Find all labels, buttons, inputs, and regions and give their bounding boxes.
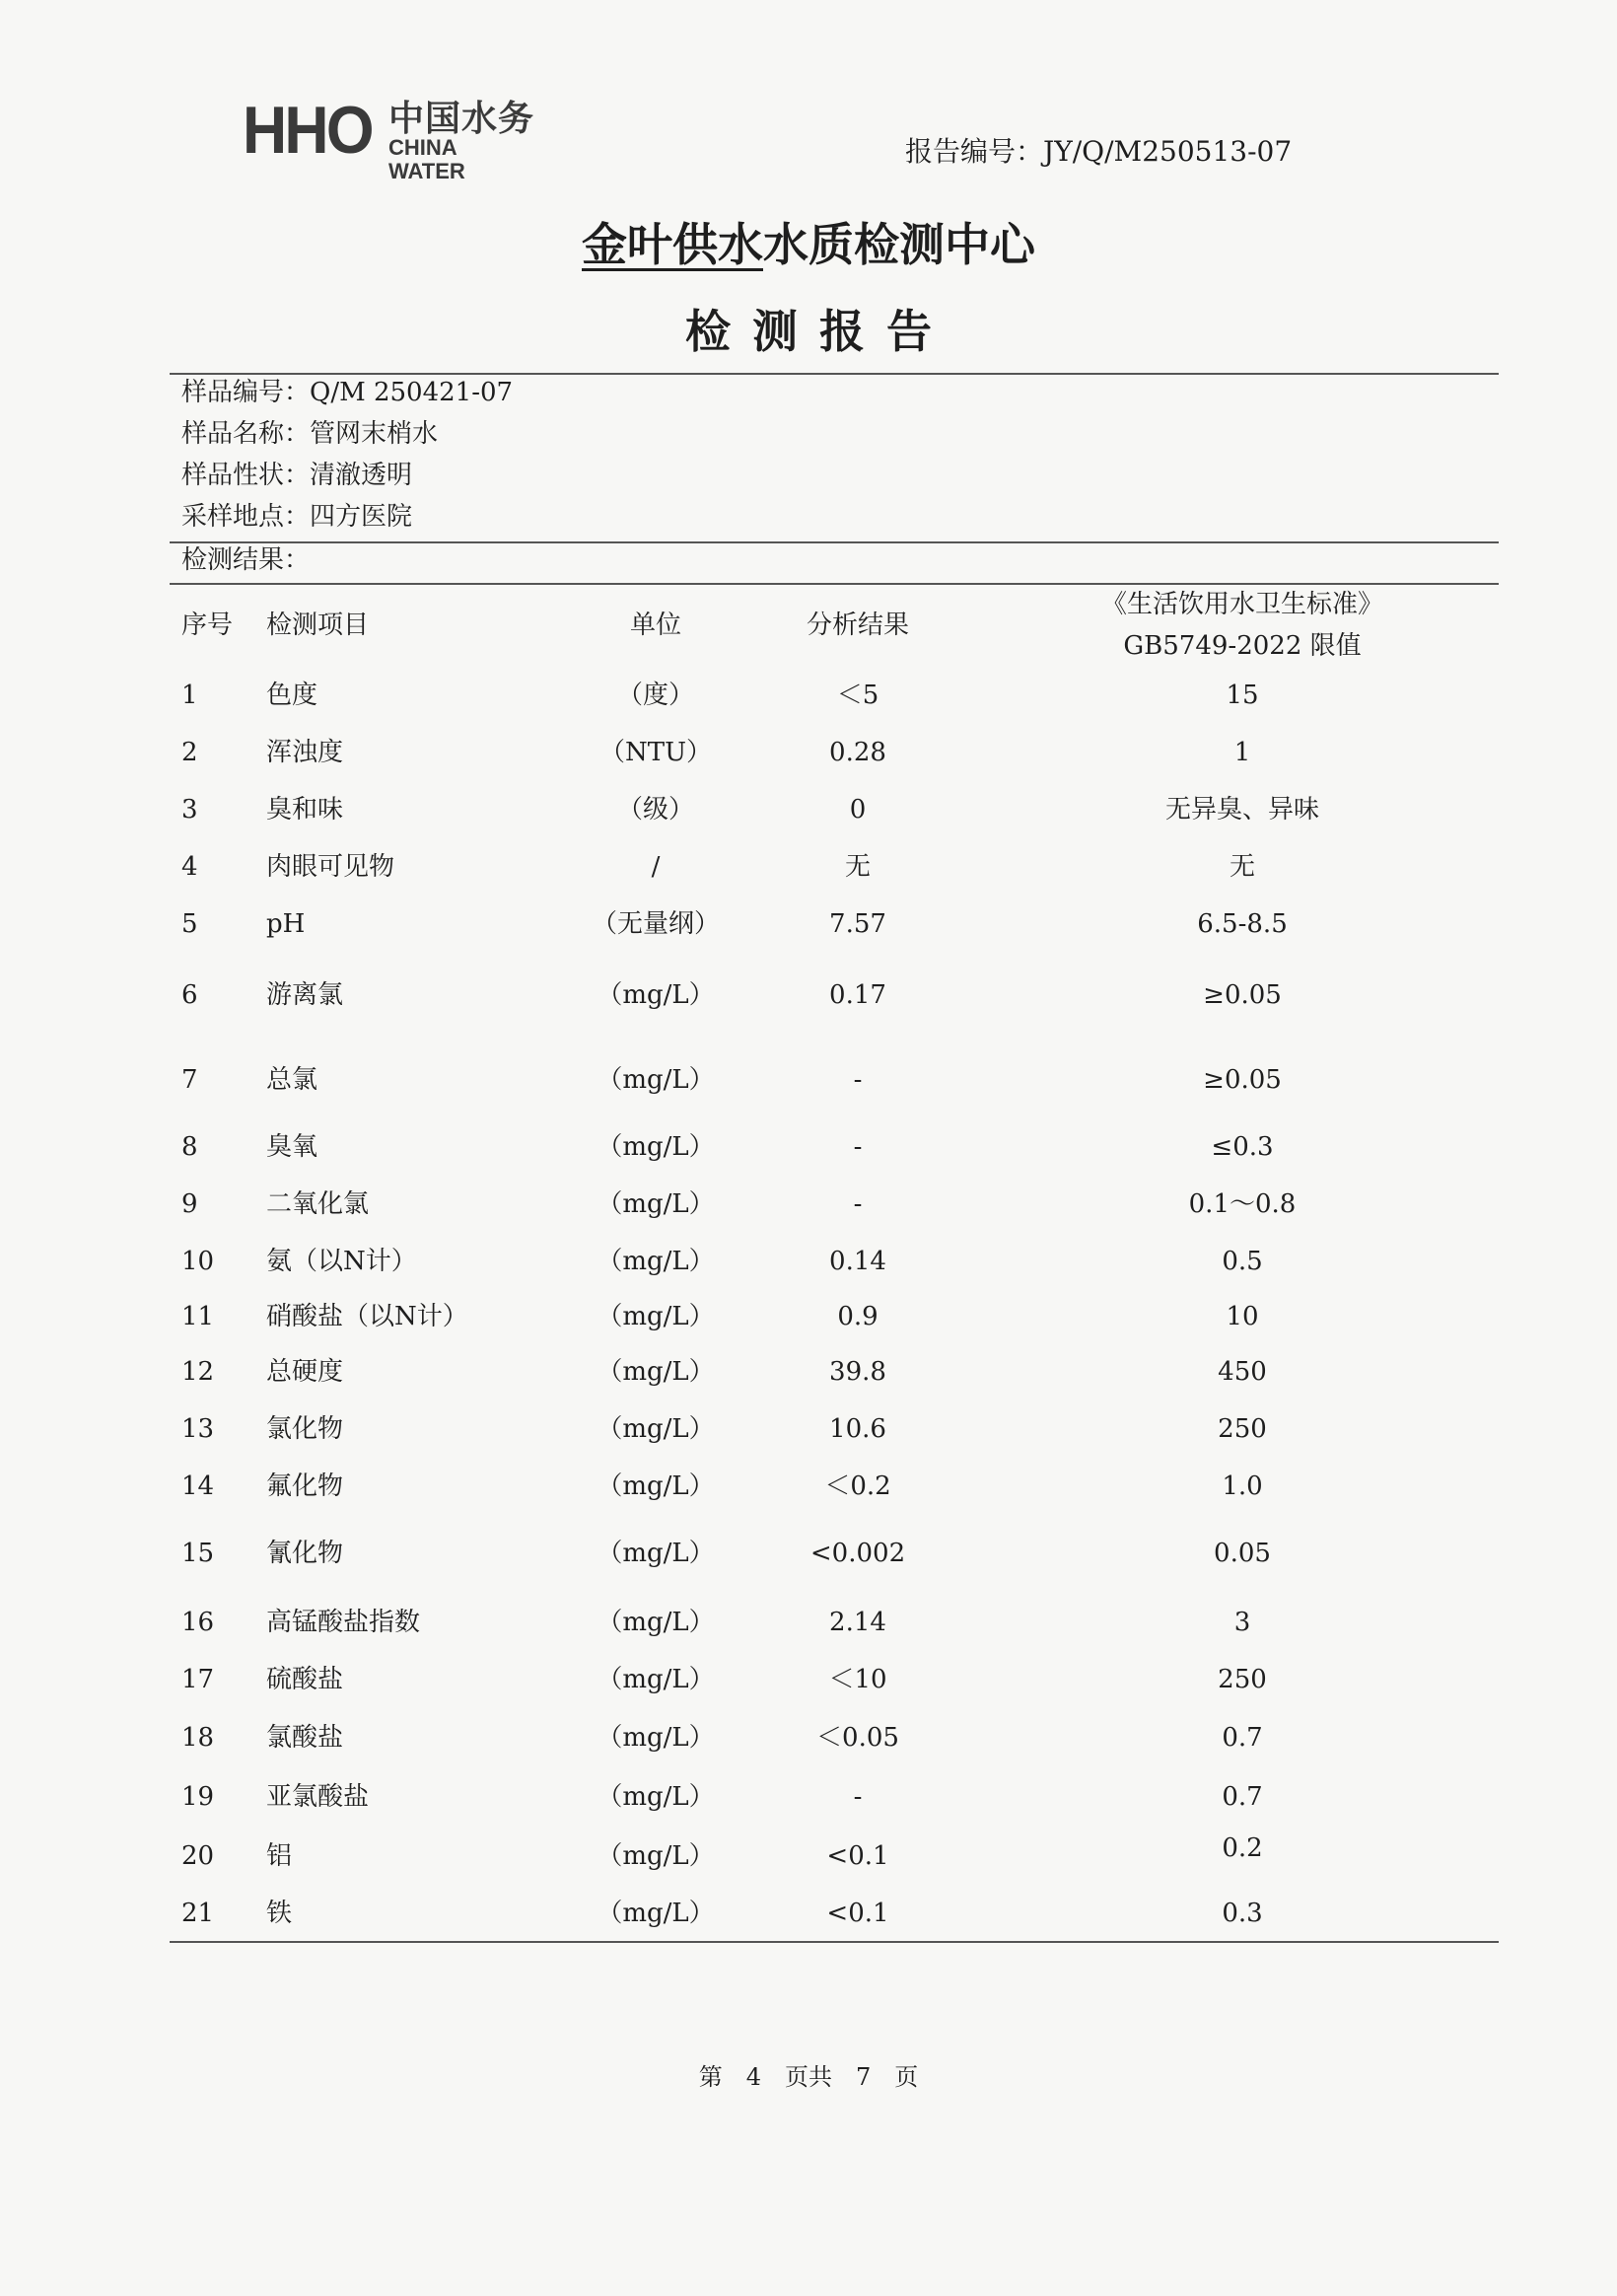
row-limit: 3 xyxy=(1233,1608,1251,1637)
row-item: 总氯 xyxy=(266,1065,318,1095)
row-item: 高锰酸盐指数 xyxy=(266,1608,421,1637)
row-item: 硫酸盐 xyxy=(266,1665,344,1694)
row-unit: （mg/L） xyxy=(597,1471,715,1501)
header-limit-line1: 《生活饮用水卫生标准》 xyxy=(1100,590,1383,619)
row-result: - xyxy=(853,1189,863,1219)
row-unit: / xyxy=(651,852,661,882)
row-item: 臭氧 xyxy=(266,1132,318,1162)
row-item: pH xyxy=(266,909,306,939)
row-result: 0 xyxy=(849,795,867,825)
row-result: 无 xyxy=(844,852,871,882)
footer-total-pages: 7 xyxy=(856,2063,872,2091)
sample-code: 样品编号：Q/M 250421-07 xyxy=(181,378,514,407)
row-item: 铁 xyxy=(266,1899,293,1928)
document-title xyxy=(0,215,1617,274)
row-limit: 0.7 xyxy=(1222,1723,1263,1753)
row-item: 亚氯酸盐 xyxy=(266,1782,370,1812)
row-item: 氯化物 xyxy=(266,1414,344,1444)
row-unit: （mg/L） xyxy=(597,1189,715,1219)
row-no: 7 xyxy=(181,1065,198,1095)
row-unit: （度） xyxy=(616,681,694,710)
row-no: 14 xyxy=(181,1471,215,1501)
header-item: 检测项目 xyxy=(266,610,370,640)
row-no: 11 xyxy=(181,1302,215,1331)
row-no: 1 xyxy=(181,681,198,710)
row-unit: （mg/L） xyxy=(597,1414,715,1444)
divider-top xyxy=(170,373,1499,375)
row-result: 7.57 xyxy=(829,909,886,939)
row-item: 浑浊度 xyxy=(266,738,344,767)
row-no: 6 xyxy=(181,980,198,1010)
header-limit-line2: GB5749-2022 限值 xyxy=(1123,631,1362,661)
row-limit: 6.5-8.5 xyxy=(1197,909,1288,939)
header-no: 序号 xyxy=(181,610,234,640)
row-limit: 250 xyxy=(1218,1665,1267,1694)
header-unit: 单位 xyxy=(629,610,681,640)
row-unit: （mg/L） xyxy=(597,1065,715,1095)
page-footer xyxy=(0,2061,1617,2093)
row-no: 13 xyxy=(181,1414,215,1444)
row-item: 硝酸盐（以N计） xyxy=(266,1302,468,1331)
row-item: 肉眼可见物 xyxy=(266,852,395,882)
row-result: 0.28 xyxy=(829,738,886,767)
title-underlined-part: 金叶供水 xyxy=(582,218,763,271)
sample-property: 样品性状：清澈透明 xyxy=(181,461,413,490)
row-item: 氨（以N计） xyxy=(266,1247,417,1276)
row-limit: 250 xyxy=(1218,1414,1267,1444)
row-result: - xyxy=(853,1782,863,1812)
row-no: 10 xyxy=(181,1247,215,1276)
row-limit: 0.5 xyxy=(1222,1247,1263,1276)
footer-ye: 页 xyxy=(894,2063,919,2091)
footer-ye-gong: 页共 xyxy=(785,2063,832,2091)
row-result: ＜0.2 xyxy=(824,1471,891,1501)
row-no: 17 xyxy=(181,1665,215,1694)
row-item: 二氧化氯 xyxy=(266,1189,370,1219)
row-result: <0.002 xyxy=(809,1539,906,1568)
row-limit: 0.3 xyxy=(1222,1899,1263,1928)
row-no: 4 xyxy=(181,852,198,882)
row-result: ＜5 xyxy=(836,681,879,710)
row-item: 臭和味 xyxy=(266,795,344,825)
row-item: 总硬度 xyxy=(266,1357,344,1387)
row-unit: （mg/L） xyxy=(597,1841,715,1871)
company-logo xyxy=(243,93,538,183)
header-result: 分析结果 xyxy=(806,610,909,640)
row-limit: 15 xyxy=(1226,681,1259,710)
row-limit: 1.0 xyxy=(1222,1471,1263,1501)
row-no: 5 xyxy=(181,909,198,939)
row-unit: （mg/L） xyxy=(597,1247,715,1276)
row-unit: （无量纲） xyxy=(592,909,721,939)
row-result: 2.14 xyxy=(829,1608,886,1637)
logo-english-text: CHINA WATER xyxy=(388,135,465,183)
row-unit: （mg/L） xyxy=(597,1132,715,1162)
row-result: 0.14 xyxy=(829,1247,886,1276)
row-no: 3 xyxy=(181,795,198,825)
row-unit: （mg/L） xyxy=(597,1723,715,1753)
row-no: 12 xyxy=(181,1357,215,1387)
row-limit: 无 xyxy=(1229,852,1255,882)
row-result: 10.6 xyxy=(829,1414,886,1444)
row-unit: （NTU） xyxy=(598,738,712,767)
logo-chinese-text: 中国水务 xyxy=(388,99,535,139)
row-no: 20 xyxy=(181,1841,215,1871)
row-result: ＜0.05 xyxy=(816,1723,899,1753)
row-item: 色度 xyxy=(266,681,318,710)
report-number: 报告编号：JY/Q/M250513-07 xyxy=(905,135,1293,168)
row-unit: （mg/L） xyxy=(597,980,715,1010)
row-unit: （mg/L） xyxy=(597,1302,715,1331)
row-limit: 0.1～0.8 xyxy=(1188,1189,1297,1219)
row-limit: 0.05 xyxy=(1214,1539,1271,1568)
row-no: 9 xyxy=(181,1189,198,1219)
divider-bottom xyxy=(170,1941,1499,1943)
row-limit: 450 xyxy=(1218,1357,1267,1387)
row-limit: 0.7 xyxy=(1222,1782,1263,1812)
document-subtitle: 检测报告 xyxy=(685,305,953,358)
footer-di: 第 xyxy=(698,2063,723,2091)
row-item: 氟化物 xyxy=(266,1471,344,1501)
row-item: 游离氯 xyxy=(266,980,344,1010)
row-item: 铝 xyxy=(266,1841,293,1871)
title-rest: 水质检测中心 xyxy=(763,218,1035,271)
row-no: 21 xyxy=(181,1899,215,1928)
row-limit: 10 xyxy=(1226,1302,1259,1331)
row-result: <0.1 xyxy=(826,1899,889,1928)
results-label: 检测结果： xyxy=(181,545,311,575)
logo-mark: HHO xyxy=(243,93,372,168)
row-unit: （级） xyxy=(616,795,694,825)
footer-page-number: 4 xyxy=(745,2063,761,2091)
row-no: 19 xyxy=(181,1782,215,1812)
row-no: 18 xyxy=(181,1723,215,1753)
row-limit: ≤0.3 xyxy=(1211,1132,1274,1162)
row-result: <0.1 xyxy=(826,1841,889,1871)
row-no: 2 xyxy=(181,738,198,767)
row-limit: 0.2 xyxy=(1222,1833,1263,1863)
row-limit: 无异臭、异味 xyxy=(1164,795,1319,825)
row-result: ＜10 xyxy=(828,1665,887,1694)
row-unit: （mg/L） xyxy=(597,1608,715,1637)
row-unit: （mg/L） xyxy=(597,1899,715,1928)
row-limit: ≥0.05 xyxy=(1203,1065,1282,1095)
row-result: - xyxy=(853,1132,863,1162)
row-result: 0.9 xyxy=(837,1302,879,1331)
sample-name: 样品名称：管网末梢水 xyxy=(181,419,439,449)
row-unit: （mg/L） xyxy=(597,1357,715,1387)
row-item: 氯酸盐 xyxy=(266,1723,344,1753)
row-limit: ≥0.05 xyxy=(1203,980,1282,1010)
row-unit: （mg/L） xyxy=(597,1665,715,1694)
sample-location: 采样地点：四方医院 xyxy=(181,502,413,532)
row-no: 8 xyxy=(181,1132,198,1162)
row-unit: （mg/L） xyxy=(597,1539,715,1568)
row-no: 15 xyxy=(181,1539,215,1568)
row-item: 氰化物 xyxy=(266,1539,344,1568)
row-result: - xyxy=(853,1065,863,1095)
row-result: 0.17 xyxy=(829,980,886,1010)
row-limit: 1 xyxy=(1233,738,1251,767)
row-no: 16 xyxy=(181,1608,215,1637)
row-result: 39.8 xyxy=(829,1357,886,1387)
divider-info xyxy=(170,541,1499,543)
row-unit: （mg/L） xyxy=(597,1782,715,1812)
